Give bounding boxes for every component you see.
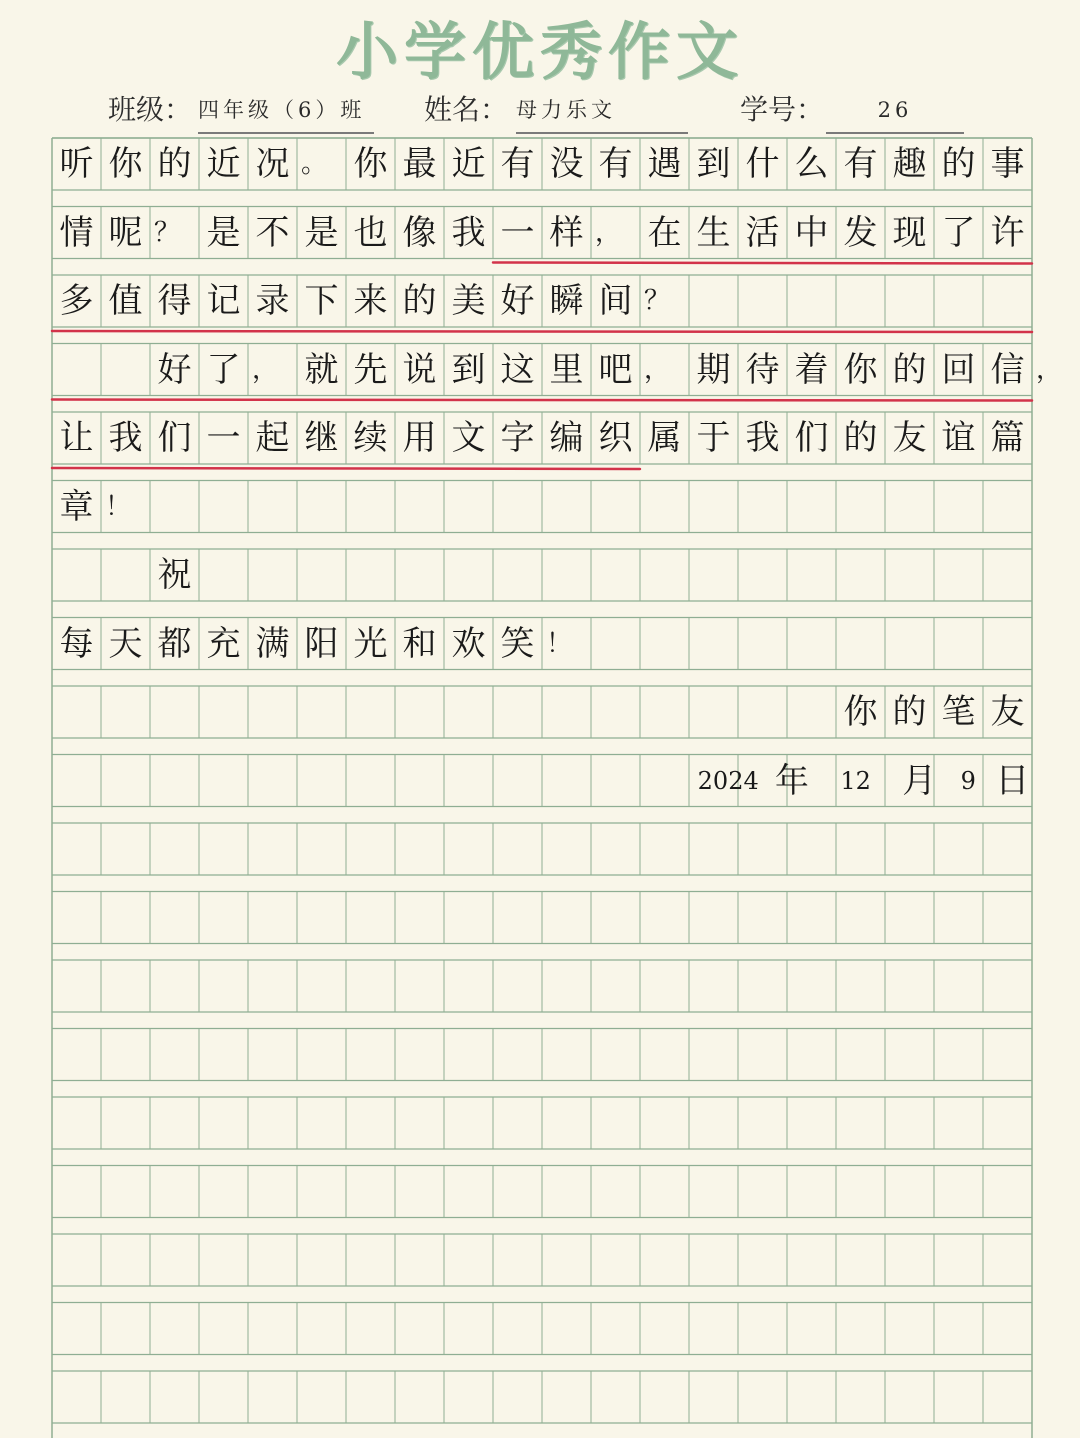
grid-character: 欢 xyxy=(451,623,486,664)
grid-character: 下 xyxy=(304,281,339,321)
class-value: 四年级（6）班 xyxy=(198,88,374,134)
grid-character: 是 xyxy=(304,212,339,253)
grid-character: 发 xyxy=(843,212,878,253)
grid-character: ， xyxy=(1036,354,1063,385)
grid-character: 的 xyxy=(157,144,192,184)
grid-character: 2024 xyxy=(697,766,759,795)
grid-character: 篇 xyxy=(990,418,1025,458)
grid-character: 期 xyxy=(696,349,731,390)
grid-character: 像 xyxy=(402,212,437,253)
grid-character: 一 xyxy=(206,418,241,458)
grid-character: 于 xyxy=(696,418,731,458)
grid-character: 生 xyxy=(696,212,731,253)
grid-character: 就 xyxy=(304,349,339,390)
grid-character: 事 xyxy=(990,144,1025,184)
grid-character: 呢 xyxy=(108,212,143,253)
grid-character: 们 xyxy=(794,418,829,458)
grid-character: 了 xyxy=(941,212,976,253)
grid-character: 听 xyxy=(59,144,94,184)
grid-character: 的 xyxy=(941,144,976,184)
grid-character: 友 xyxy=(990,692,1025,732)
grid-character: 笑 xyxy=(500,623,535,664)
grid-character: 待 xyxy=(745,349,780,390)
grid-character: 光 xyxy=(353,623,388,664)
grid-character: 也 xyxy=(353,212,388,253)
grid-character: 了 xyxy=(206,349,241,390)
grid-character: 起 xyxy=(255,418,290,458)
grid-character: 这 xyxy=(500,349,535,390)
grid-character: 先 xyxy=(353,349,388,390)
grid-character: 记 xyxy=(206,281,241,321)
grid-character: 属 xyxy=(647,418,682,458)
grid-character: 多 xyxy=(59,281,94,321)
grid-character: ， xyxy=(595,217,622,248)
grid-character: 来 xyxy=(353,281,388,321)
grid-character: 着 xyxy=(794,349,829,390)
grid-character: 你 xyxy=(108,144,143,184)
grid-character: 满 xyxy=(255,623,290,664)
grid-character: 到 xyxy=(696,144,731,184)
grid-character: 好 xyxy=(500,281,535,321)
grid-character: 继 xyxy=(304,418,339,458)
grid-character: 续 xyxy=(353,418,388,458)
grid-character: 有 xyxy=(843,144,878,184)
grid-character: 趣 xyxy=(892,144,927,184)
grid-character: 近 xyxy=(206,144,241,184)
grid-character: 充 xyxy=(206,623,241,664)
grid-character: 你 xyxy=(353,144,388,184)
page-title: 小学优秀作文 xyxy=(335,15,744,88)
grid-character: 字 xyxy=(500,418,535,458)
grid-character: 们 xyxy=(157,418,192,458)
grid-character: 年 xyxy=(774,760,809,801)
grid-character: 和 xyxy=(402,623,437,664)
grid-character: 里 xyxy=(549,349,584,390)
grid-character: 阳 xyxy=(304,623,339,664)
grid-character: 你 xyxy=(843,692,878,732)
grid-character: 活 xyxy=(745,212,780,253)
grid-character: 的 xyxy=(402,281,437,321)
grid-character: 你 xyxy=(843,349,878,390)
grid-character: ， xyxy=(252,354,279,385)
grid-character: 让 xyxy=(59,418,94,458)
student-number-label: 学号： xyxy=(740,93,825,126)
grid-character: 最 xyxy=(402,144,437,184)
grid-character: 现 xyxy=(892,212,927,253)
grid-character: 吧 xyxy=(598,349,633,390)
grid-character: 有 xyxy=(500,144,535,184)
grid-character: 我 xyxy=(745,418,780,458)
grid-character: 么 xyxy=(794,144,829,184)
grid-character: 谊 xyxy=(941,418,976,458)
grid-character: 日 xyxy=(995,760,1030,801)
grid-character: 的 xyxy=(892,692,927,732)
grid-character: 用 xyxy=(402,418,437,458)
grid-character: 录 xyxy=(255,281,290,321)
grid-character: 12 xyxy=(840,766,871,795)
grid-character: 许 xyxy=(990,212,1025,253)
red-underline xyxy=(52,400,1032,401)
grid-character: 说 xyxy=(402,349,437,390)
grid-character: ？ xyxy=(154,217,181,248)
grid-character: 是 xyxy=(206,212,241,253)
name-label: 姓名： xyxy=(424,93,509,126)
grid-character: 什 xyxy=(745,144,780,184)
grid-character: 在 xyxy=(647,212,682,253)
grid-character: ！ xyxy=(546,628,573,659)
grid-character: 编 xyxy=(549,418,584,458)
grid-character: 文 xyxy=(451,418,486,458)
grid-character: 样 xyxy=(549,212,584,253)
grid-character: 信 xyxy=(990,349,1025,390)
grid-character: 我 xyxy=(451,212,486,253)
grid-character: 得 xyxy=(157,281,192,321)
grid-character: 情 xyxy=(59,212,94,253)
grid-character: 好 xyxy=(157,349,192,390)
red-underline xyxy=(52,468,640,469)
grid-character: 。 xyxy=(301,149,328,179)
grid-character: 9 xyxy=(960,766,976,795)
grid-character: 的 xyxy=(843,418,878,458)
grid-character: 一 xyxy=(500,212,535,253)
name-value: 母力乐文 xyxy=(516,88,688,134)
grid-character: 近 xyxy=(451,144,486,184)
grid-character: 月 xyxy=(902,760,937,801)
grid-character: ， xyxy=(644,354,671,385)
student-number-value: 26 xyxy=(826,88,964,134)
grid-character: ！ xyxy=(105,491,132,522)
grid-character: 中 xyxy=(794,212,829,253)
grid-character: ？ xyxy=(644,286,671,316)
grid-character: 值 xyxy=(108,281,143,321)
grid-character: 织 xyxy=(598,418,633,458)
grid-character: 每 xyxy=(59,623,94,664)
grid-character: 间 xyxy=(598,281,633,321)
class-label: 班级： xyxy=(108,93,193,126)
grid-character: 回 xyxy=(941,349,976,390)
grid-character: 笔 xyxy=(941,692,976,732)
grid-character: 美 xyxy=(451,281,486,321)
grid-character: 遇 xyxy=(647,144,682,184)
grid-character: 我 xyxy=(108,418,143,458)
grid-character: 章 xyxy=(59,486,94,527)
grid-character: 有 xyxy=(598,144,633,184)
grid-character: 没 xyxy=(549,144,584,184)
grid-character: 况 xyxy=(255,144,290,184)
red-underline xyxy=(493,263,1032,264)
grid-character: 天 xyxy=(108,623,143,664)
grid-character: 瞬 xyxy=(549,281,584,321)
grid-character: 的 xyxy=(892,349,927,390)
grid-character: 不 xyxy=(255,212,290,253)
grid-character: 友 xyxy=(892,418,927,458)
grid-character: 祝 xyxy=(157,555,192,595)
grid-character: 都 xyxy=(157,623,192,664)
red-underline xyxy=(52,331,1032,332)
grid-character: 到 xyxy=(451,349,486,390)
